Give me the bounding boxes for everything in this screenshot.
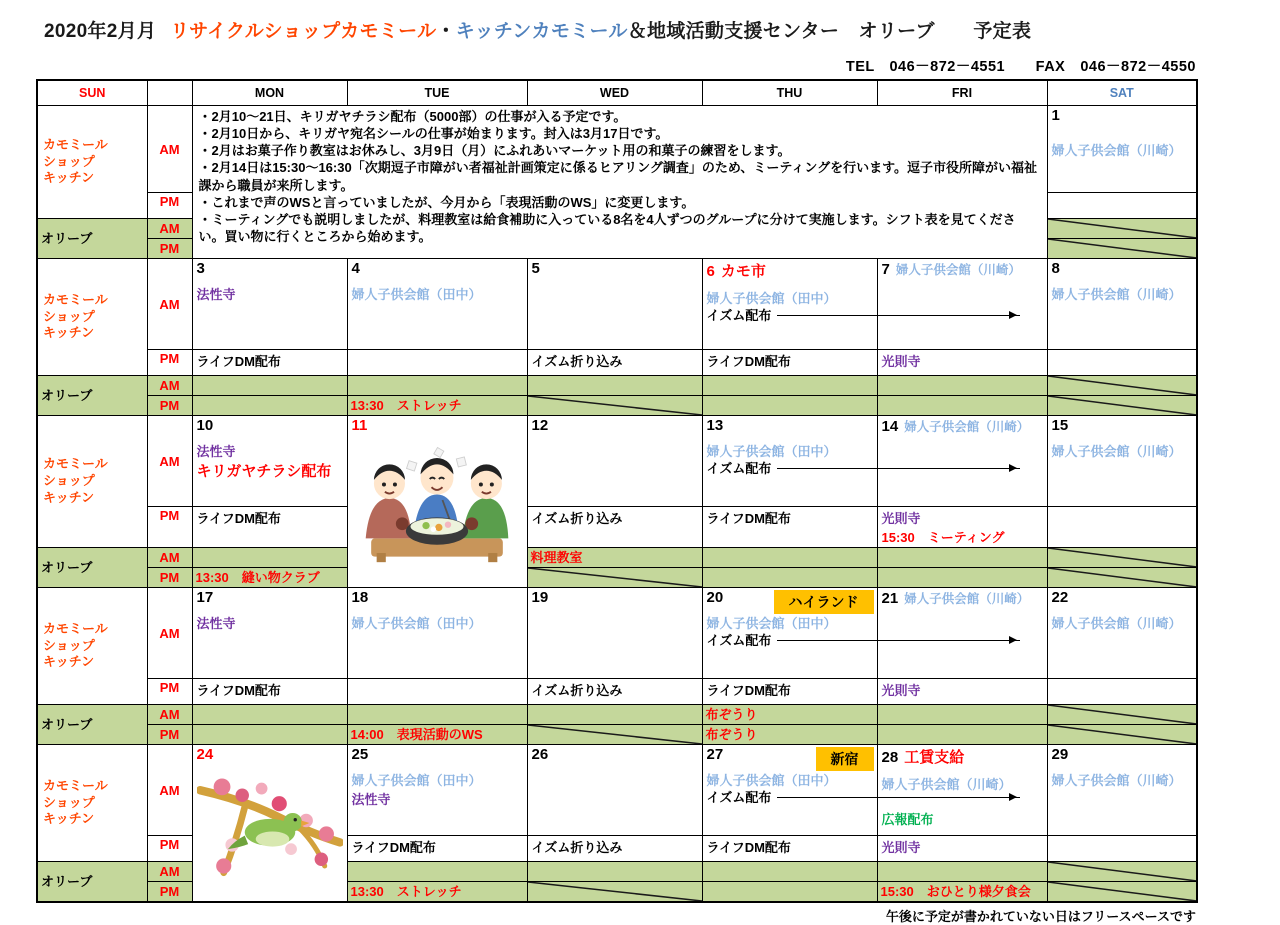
day-number: 19	[531, 589, 549, 606]
closed-cell	[527, 396, 702, 416]
event-label: 工賃支給	[904, 749, 965, 766]
venue: 婦人子供会館（田中）	[706, 291, 837, 306]
olive-pm-cell	[877, 568, 1047, 588]
closed-cell	[1047, 548, 1197, 568]
day-cell-feb24	[192, 745, 347, 903]
am-label: AM	[147, 862, 192, 882]
pm-cell: イズム折り込み	[527, 679, 702, 705]
weekday-header-row	[37, 80, 1197, 106]
title-shop-name: リサイクルショップカモミール	[170, 21, 437, 42]
venue: 婦人子供会館（田中）	[351, 616, 482, 631]
day-number: 22	[1051, 589, 1069, 606]
olive-pm-cell: 13:30 ストレッチ	[347, 396, 527, 416]
day-cell-feb4	[347, 259, 527, 350]
diagonal-line	[528, 396, 702, 415]
closed-cell	[1047, 862, 1197, 882]
week3-olive-am-row	[37, 548, 1197, 568]
am-label: AM	[147, 376, 192, 396]
calendar-table	[36, 79, 1198, 903]
diagonal-line	[1048, 882, 1197, 901]
day-number: 18	[351, 589, 369, 606]
day-number: 13	[706, 417, 724, 434]
header-thu: THU	[702, 80, 877, 106]
week2-olive-am-row	[37, 376, 1197, 396]
olive-am-cell	[527, 705, 702, 725]
week4-am-row	[37, 588, 1197, 679]
week2-am-row	[37, 259, 1197, 350]
pm-label: PM	[147, 239, 192, 259]
pm-cell: ライフDM配布	[702, 507, 877, 548]
day-number: 3	[196, 260, 205, 277]
tel-number: TEL 046－872－4551	[845, 59, 1006, 75]
day-cell-feb18	[347, 588, 527, 679]
group-label-olive: オリーブ	[37, 548, 147, 588]
task-line: イズム配布	[707, 789, 873, 807]
venue: 婦人子供会館（川崎）	[1051, 444, 1182, 459]
footer-note: 午後に予定が書かれていない日はフリースペースです	[885, 909, 1196, 924]
diagonal-line	[1048, 705, 1197, 724]
venue: 婦人子供会館（川崎）	[1051, 616, 1182, 631]
venue: 法性寺	[351, 792, 391, 807]
group-label-olive: オリーブ	[37, 376, 147, 416]
day-number: 5	[531, 260, 540, 277]
pm-cell: ライフDM配布	[192, 350, 347, 376]
day-cell-feb27	[702, 745, 877, 836]
venue: 婦人子供会館（川崎）	[1051, 773, 1182, 788]
venue: 婦人子供会館（田中）	[706, 616, 837, 631]
pm-cell: ライフDM配布	[702, 679, 877, 705]
day-cell-feb10	[192, 416, 347, 507]
day-cell-feb7	[877, 259, 1047, 350]
day-number: 24	[196, 746, 214, 763]
task-line: 広報配布	[881, 812, 934, 827]
venue: 婦人子供会館（田中）	[706, 773, 837, 788]
note-line: ・2月はお菓子作り教室はお休みし、3月9日（月）にふれあいマーケット用の和菓子の練習をします。	[198, 143, 791, 159]
venue: 婦人子供会館（川崎）	[1051, 143, 1182, 158]
pm-label: PM	[147, 679, 192, 705]
pm-label: PM	[147, 350, 192, 376]
olive-am-cell	[877, 376, 1047, 396]
group-label-kamomile: カモミール ショップ キッチン	[37, 106, 147, 219]
group-label-olive: オリーブ	[37, 862, 147, 903]
olive-am-cell	[702, 376, 877, 396]
contact-line	[36, 55, 1196, 76]
olive-pm-cell: 13:30 縫い物クラブ	[192, 568, 347, 588]
olive-pm-cell: 14:00 表現活動のWS	[347, 725, 527, 745]
pm-label: PM	[147, 507, 192, 548]
am-label: AM	[147, 705, 192, 725]
olive-am-cell	[192, 548, 347, 568]
day-cell-feb1	[1047, 106, 1197, 193]
am-label: AM	[147, 745, 192, 836]
diagonal-line	[1048, 219, 1197, 238]
title-date: 2020年2月月	[44, 21, 157, 42]
note-line: ・これまで声のWSと言っていましたが、今月から「表現活動のWS」に変更します。	[198, 194, 695, 210]
closed-cell	[1047, 219, 1197, 239]
day-cell-feb20	[702, 588, 877, 679]
day-cell-feb21	[877, 588, 1047, 679]
closed-cell	[1047, 239, 1197, 259]
day-number: 11	[351, 417, 368, 434]
task-line: イズム配布	[707, 632, 873, 650]
pm-cell	[1047, 350, 1197, 376]
day-number: 6	[706, 263, 715, 280]
task-line: キリガヤチラシ配布	[196, 463, 332, 480]
day-cell-feb22	[1047, 588, 1197, 679]
day-cell-feb13	[702, 416, 877, 507]
olive-pm-cell: 布ぞうり	[702, 725, 877, 745]
pm-cell: 光則寺	[877, 350, 1047, 376]
pm-cell: イズム折り込み	[527, 507, 702, 548]
day-number: 1	[1051, 107, 1060, 124]
plum-blossom-bird-illustration	[197, 765, 343, 887]
diagonal-line	[1048, 548, 1197, 567]
olive-am-cell	[877, 862, 1047, 882]
note-line: ・2月10日から、キリガヤ宛名シールの仕事が始まります。封入は3月17日です。	[198, 126, 669, 142]
day-cell-feb5	[527, 259, 702, 350]
week1-notes	[192, 106, 1047, 259]
day-cell-feb14	[877, 416, 1047, 507]
venue: 婦人子供会館（川崎）	[881, 777, 1012, 792]
week2-pm-row	[37, 350, 1197, 376]
closed-cell	[1047, 568, 1197, 588]
week1-am-row	[37, 106, 1197, 193]
day-number: 10	[196, 417, 214, 434]
day-cell-feb11	[347, 416, 527, 588]
nabe-party-illustration	[354, 436, 520, 564]
venue: 婦人子供会館（川崎）	[904, 592, 1030, 606]
week4-pm-row	[37, 679, 1197, 705]
olive-am-cell	[877, 548, 1047, 568]
day-number: 8	[1051, 260, 1060, 277]
day-number: 20	[706, 589, 724, 606]
pm-cell: ライフDM配布	[192, 679, 347, 705]
title-rest: ＆地域活動支援センター オリーブ 予定表	[627, 21, 1032, 42]
venue: 婦人子供会館（川崎）	[895, 263, 1021, 277]
olive-am-cell	[192, 705, 347, 725]
am-label: AM	[147, 219, 192, 239]
closed-cell	[527, 568, 702, 588]
olive-am-cell	[702, 862, 877, 882]
pm-cell: イズム折り込み	[527, 836, 702, 862]
pm-label: PM	[147, 396, 192, 416]
day-cell-feb15	[1047, 416, 1197, 507]
pm-cell: ライフDM配布	[702, 350, 877, 376]
day-number: 14	[881, 418, 899, 435]
day-cell-feb17	[192, 588, 347, 679]
olive-am-cell	[877, 705, 1047, 725]
diagonal-line	[528, 882, 702, 901]
title-separator: ・	[436, 21, 456, 42]
title-kitchen-name: キッチンカモミール	[455, 21, 628, 42]
olive-am-cell	[347, 376, 527, 396]
olive-am-cell: 布ぞうり	[702, 705, 877, 725]
pm-label: PM	[147, 725, 192, 745]
venue: 法性寺	[196, 287, 236, 302]
header-sat: SAT	[1047, 80, 1197, 106]
pm-cell: 光則寺	[877, 679, 1047, 705]
olive-pm-cell	[877, 725, 1047, 745]
olive-pm-cell: 15:30 おひとり様夕食会	[877, 882, 1047, 903]
event-label: カモ市	[720, 263, 766, 280]
venue: 婦人子供会館（川崎）	[904, 420, 1030, 434]
week4-olive-pm-row	[37, 725, 1197, 745]
olive-pm-cell	[702, 568, 877, 588]
header-sun: SUN	[37, 80, 147, 106]
note-line: ・ミーティングでも説明しましたが、料理教室は給食補助に入っている8名を4人ずつのグループに分けて実施します。シフト表を見てください。買い物に行くところから始めます。	[198, 211, 1016, 245]
shinjuku-badge: 新宿	[816, 747, 874, 771]
pm-cell	[1047, 679, 1197, 705]
olive-am-cell	[527, 862, 702, 882]
diagonal-line	[1048, 239, 1197, 258]
header-mon: MON	[192, 80, 347, 106]
venue: 婦人子供会館（川崎）	[1051, 287, 1182, 302]
day-cell-feb12	[527, 416, 702, 507]
day-number: 27	[706, 746, 724, 763]
am-label: AM	[147, 106, 192, 193]
venue: 法性寺	[196, 616, 236, 631]
olive-pm-cell	[702, 882, 877, 903]
olive-am-cell	[527, 376, 702, 396]
task-line: イズム配布	[707, 307, 873, 325]
week3-olive-pm-row	[37, 568, 1197, 588]
day-number: 28	[881, 749, 899, 766]
group-label-kamomile: カモミール ショップ キッチン	[37, 259, 147, 376]
closed-cell	[527, 725, 702, 745]
day-number: 15	[1051, 417, 1069, 434]
am-label: AM	[147, 588, 192, 679]
day-cell-feb29	[1047, 745, 1197, 836]
pm-label: PM	[147, 836, 192, 862]
am-label: AM	[147, 259, 192, 350]
header-fri: FRI	[877, 80, 1047, 106]
olive-pm-cell	[702, 396, 877, 416]
diagonal-line	[528, 725, 702, 744]
closed-cell	[1047, 376, 1197, 396]
diagonal-line	[1048, 396, 1197, 415]
olive-pm-cell	[192, 396, 347, 416]
venue: 婦人子供会館（田中）	[351, 773, 482, 788]
day-number: 29	[1051, 746, 1069, 763]
day-cell-feb19	[527, 588, 702, 679]
header-tue: TUE	[347, 80, 527, 106]
pm-cell	[1047, 836, 1197, 862]
day-cell-feb8	[1047, 259, 1197, 350]
day-number: 4	[351, 260, 360, 277]
day-number: 17	[196, 589, 214, 606]
pm-cell: 光則寺 15:30 ミーティング	[877, 507, 1047, 548]
highland-badge: ハイランド	[774, 590, 874, 614]
olive-am-cell	[702, 548, 877, 568]
fax-number: FAX 046－872－4550	[1035, 59, 1196, 75]
day-number: 25	[351, 746, 369, 763]
week5-am-row	[37, 745, 1197, 836]
header-wed: WED	[527, 80, 702, 106]
group-label-olive: オリーブ	[37, 705, 147, 745]
day-cell-feb6	[702, 259, 877, 350]
closed-cell	[1047, 705, 1197, 725]
week4-olive-am-row	[37, 705, 1197, 725]
day-number: 7	[881, 261, 890, 278]
closed-cell	[527, 882, 702, 903]
pm-cell: 光則寺	[877, 836, 1047, 862]
day-cell-feb28	[877, 745, 1047, 836]
diagonal-line	[1048, 725, 1197, 744]
olive-pm-cell	[877, 396, 1047, 416]
group-label-kamomile: カモミール ショップ キッチン	[37, 416, 147, 548]
day-number: 12	[531, 417, 549, 434]
diagonal-line	[1048, 376, 1197, 395]
pm-cell: ライフDM配布	[192, 507, 347, 548]
pm-cell: ライフDM配布	[702, 836, 877, 862]
venue: 法性寺	[196, 444, 236, 459]
pm-label: PM	[147, 882, 192, 903]
pm-cell: イズム折り込み	[527, 350, 702, 376]
olive-pm-cell	[192, 725, 347, 745]
diagonal-line	[1048, 568, 1197, 587]
group-label-kamomile: カモミール ショップ キッチン	[37, 588, 147, 705]
olive-am-cell	[347, 705, 527, 725]
olive-am-cell: 料理教室	[527, 548, 702, 568]
olive-am-cell	[347, 862, 527, 882]
diagonal-line	[1048, 862, 1197, 881]
header-blank	[147, 80, 192, 106]
closed-cell	[1047, 725, 1197, 745]
closed-cell	[1047, 882, 1197, 903]
note-line: ・2月14日は15:30～16:30「次期逗子市障がい者福祉計画策定に係るヒアリング調査」のため、ミーティングを行います。逗子市役所障がい福祉課から職員が来所します。	[198, 160, 1038, 193]
pm-cell	[347, 350, 527, 376]
pm-label: PM	[147, 193, 192, 219]
week3-am-row	[37, 416, 1197, 507]
pm-cell	[1047, 507, 1197, 548]
task-line: イズム配布	[707, 460, 873, 478]
olive-am-cell	[192, 376, 347, 396]
day-cell-feb26	[527, 745, 702, 836]
day-cell-feb1-pm	[1047, 193, 1197, 219]
day-cell-feb3	[192, 259, 347, 350]
note-line: ・2月10～21日、キリガヤチラシ配布（5000部）の仕事が入る予定です。	[198, 109, 627, 124]
page-title	[44, 16, 1280, 43]
closed-cell	[1047, 396, 1197, 416]
day-number: 26	[531, 746, 549, 763]
olive-pm-cell: 13:30 ストレッチ	[347, 882, 527, 903]
day-number: 21	[881, 590, 899, 607]
venue: 婦人子供会館（田中）	[351, 287, 482, 302]
pm-cell: ライフDM配布	[347, 836, 527, 862]
pm-cell	[347, 679, 527, 705]
day-cell-feb25	[347, 745, 527, 836]
am-label: AM	[147, 416, 192, 507]
venue: 婦人子供会館（田中）	[706, 444, 837, 459]
group-label-kamomile: カモミール ショップ キッチン	[37, 745, 147, 862]
pm-label: PM	[147, 568, 192, 588]
group-label-olive: オリーブ	[37, 219, 147, 259]
diagonal-line	[528, 568, 702, 587]
am-label: AM	[147, 548, 192, 568]
week2-olive-pm-row	[37, 396, 1197, 416]
week3-pm-row	[37, 507, 1197, 548]
